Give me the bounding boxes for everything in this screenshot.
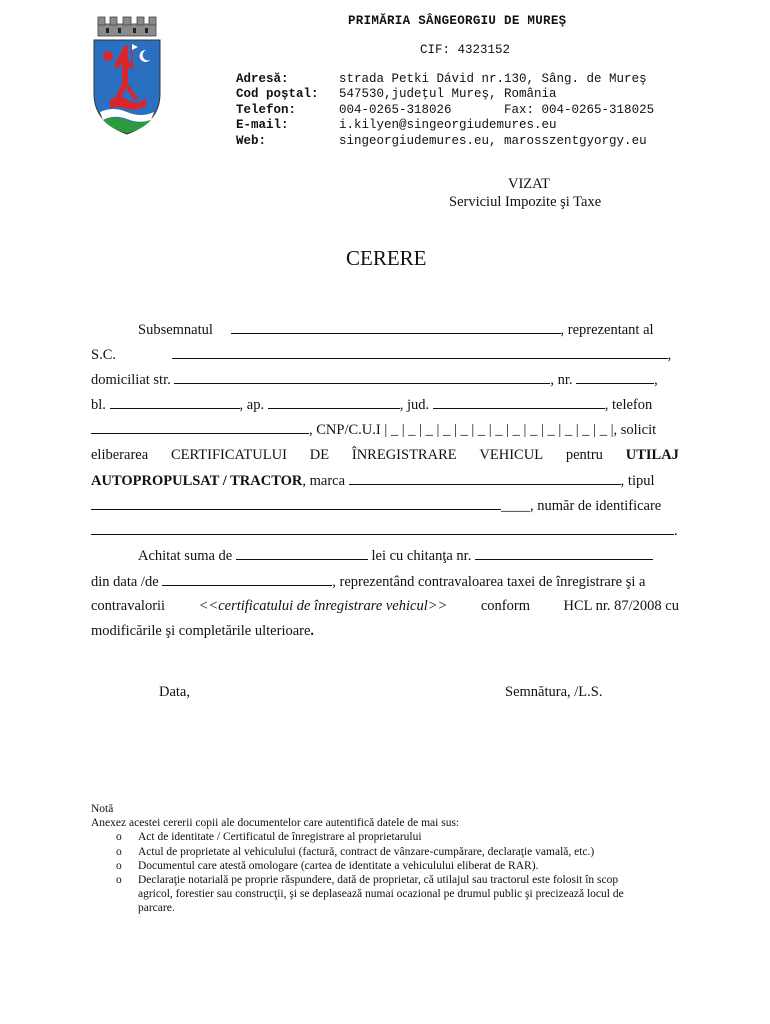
identification-number-field[interactable] [91, 522, 674, 535]
reprezentant-label: , reprezentant al [560, 322, 654, 338]
period: . [310, 623, 315, 639]
cif-number: CIF: 4323152 [420, 43, 511, 57]
institution-name: PRIMĂRIA SÂNGEORGIU DE MUREŞ [348, 14, 567, 28]
address-label: Adresă: [236, 72, 289, 86]
note-item: Declaraţie notarială pe proprie răspundere, dată de proprietar, că utilajul sau tractorul este folosit în scop [138, 874, 619, 886]
domiciliat-label: domiciliat str. [91, 372, 171, 388]
company-field[interactable] [172, 346, 668, 359]
form-line-9 [91, 522, 678, 540]
block-field[interactable] [110, 396, 240, 409]
county-field[interactable] [433, 396, 605, 409]
note-item: Act de identitate / Certificatul de înregistrare al proprietarului [138, 831, 422, 843]
note-item: Documentul care atestă omologare (cartea de identitate a vehiculului eliberat de RAR). [138, 860, 539, 872]
postal-value: 547530,judeţul Mureş, România [339, 87, 557, 101]
signature-label: Semnătura, /L.S. [505, 684, 603, 700]
brand-field[interactable] [349, 472, 621, 485]
phone-value: 004-0265-318026 Fax: 004-0265-318025 [339, 103, 655, 117]
phone-label: Telefon: [236, 103, 297, 117]
din-data-label: din data /de [91, 574, 159, 590]
form-line-12 [91, 598, 679, 615]
jud-label: , jud. [399, 397, 430, 413]
reprezentand-text: , reprezentând contravaloarea taxei de înregistrare şi a [332, 574, 646, 590]
form-line-5 [91, 421, 656, 439]
vizat-label: VIZAT [508, 176, 550, 192]
cnp-label: , CNP/C.U.I | _ | _ | _ | _ | _ | _ | _ | _ | _ | _ | _ | _ | _ |, solicit [309, 422, 657, 438]
subsemnatul-label: Subsemnatul [138, 322, 213, 338]
web-label: Web: [236, 134, 267, 148]
email-label: E-mail: [236, 118, 289, 132]
form-line-2 [91, 346, 671, 364]
comma: , [654, 372, 658, 388]
header-row-web [221, 120, 647, 148]
date-label: Data, [159, 684, 190, 700]
numar-id-label: ____, număr de identificare [501, 498, 662, 514]
ap-label: , ap. [239, 397, 265, 413]
utilaj-word: UTILAJ [625, 447, 679, 463]
marca-label: , marca [302, 473, 346, 489]
form-line-6 [91, 447, 679, 464]
modificarile-text: modificările şi completările ulterioare [91, 623, 311, 639]
achitat-label: Achitat suma de [138, 548, 233, 564]
amount-field[interactable] [236, 547, 368, 560]
pentru-word: pentru [565, 447, 603, 463]
web-value: singeorgiudemures.eu, marosszentgyorgy.eu [339, 134, 647, 148]
apartment-field[interactable] [268, 396, 400, 409]
bullet-icon: o [116, 846, 122, 858]
vehicul-word: VEHICUL [479, 447, 544, 463]
nr-label: , nr. [550, 372, 573, 388]
note-item-continuation: parcare. [138, 902, 175, 914]
telefon-label: , telefon [604, 397, 653, 413]
note-item-continuation: agricol, forestier sau construcţii, şi se deplasează numai ocazional pe drumul public şi precizează locul de [138, 888, 624, 900]
form-line-11 [91, 573, 645, 591]
period: . [674, 523, 678, 539]
comma: , [667, 347, 672, 363]
service-name: Serviciul Impozite şi Taxe [449, 194, 602, 210]
bullet-icon: o [116, 831, 122, 843]
note-intro: Anexez acestei cererii copii ale documentelor care autentifică datele de mai sus: [91, 817, 460, 829]
page-title: CERERE [346, 246, 427, 270]
note-item: Actul de proprietate al vehiculului (factură, contract de vânzare-cumpărare, declaraţie vamală, etc.) [138, 846, 595, 858]
receipt-date-field[interactable] [162, 573, 332, 586]
type-field[interactable] [91, 497, 501, 510]
email-value: i.kilyen@singeorgiudemures.eu [339, 118, 557, 132]
coat-of-arms-icon [88, 14, 166, 138]
autopropulsat-label: AUTOPROPULSAT / TRACTOR [91, 473, 303, 489]
form-line-1 [138, 321, 654, 339]
name-field[interactable] [231, 321, 561, 334]
sc-label: S.C. [91, 347, 116, 363]
form-line-7 [91, 472, 655, 490]
eliberarea-word: eliberarea [91, 447, 149, 463]
hcl-text: HCL nr. 87/2008 cu [563, 598, 679, 614]
inregistrare-word: ÎNREGISTRARE [351, 447, 457, 463]
certificate-italic: <<certificatului de înregistrare vehicul>> [198, 598, 448, 614]
receipt-number-field[interactable] [475, 547, 653, 560]
street-number-field[interactable] [576, 371, 654, 384]
street-field[interactable] [174, 371, 550, 384]
certificatului-word: CERTIFICATULUI [170, 447, 287, 463]
form-line-3 [91, 371, 658, 389]
phone-field[interactable] [91, 421, 309, 434]
de-word: DE [309, 447, 330, 463]
form-line-10 [138, 547, 653, 565]
note-title: Notă [91, 803, 114, 815]
bl-label: bl. [91, 397, 106, 413]
lei-label: lei cu chitanţa nr. [371, 548, 472, 564]
bullet-icon: o [116, 874, 122, 886]
bullet-icon: o [116, 860, 122, 872]
conform-word: conform [480, 598, 530, 614]
address-value: strada Petki Dávid nr.130, Sâng. de Mureş [339, 72, 647, 86]
postal-label: Cod poştal: [236, 87, 319, 101]
form-line-4 [91, 396, 652, 414]
contravalorii-word: contravalorii [91, 598, 166, 614]
form-line-8 [91, 497, 661, 515]
form-line-13 [91, 623, 314, 640]
tipul-label: , tipul [620, 473, 655, 489]
